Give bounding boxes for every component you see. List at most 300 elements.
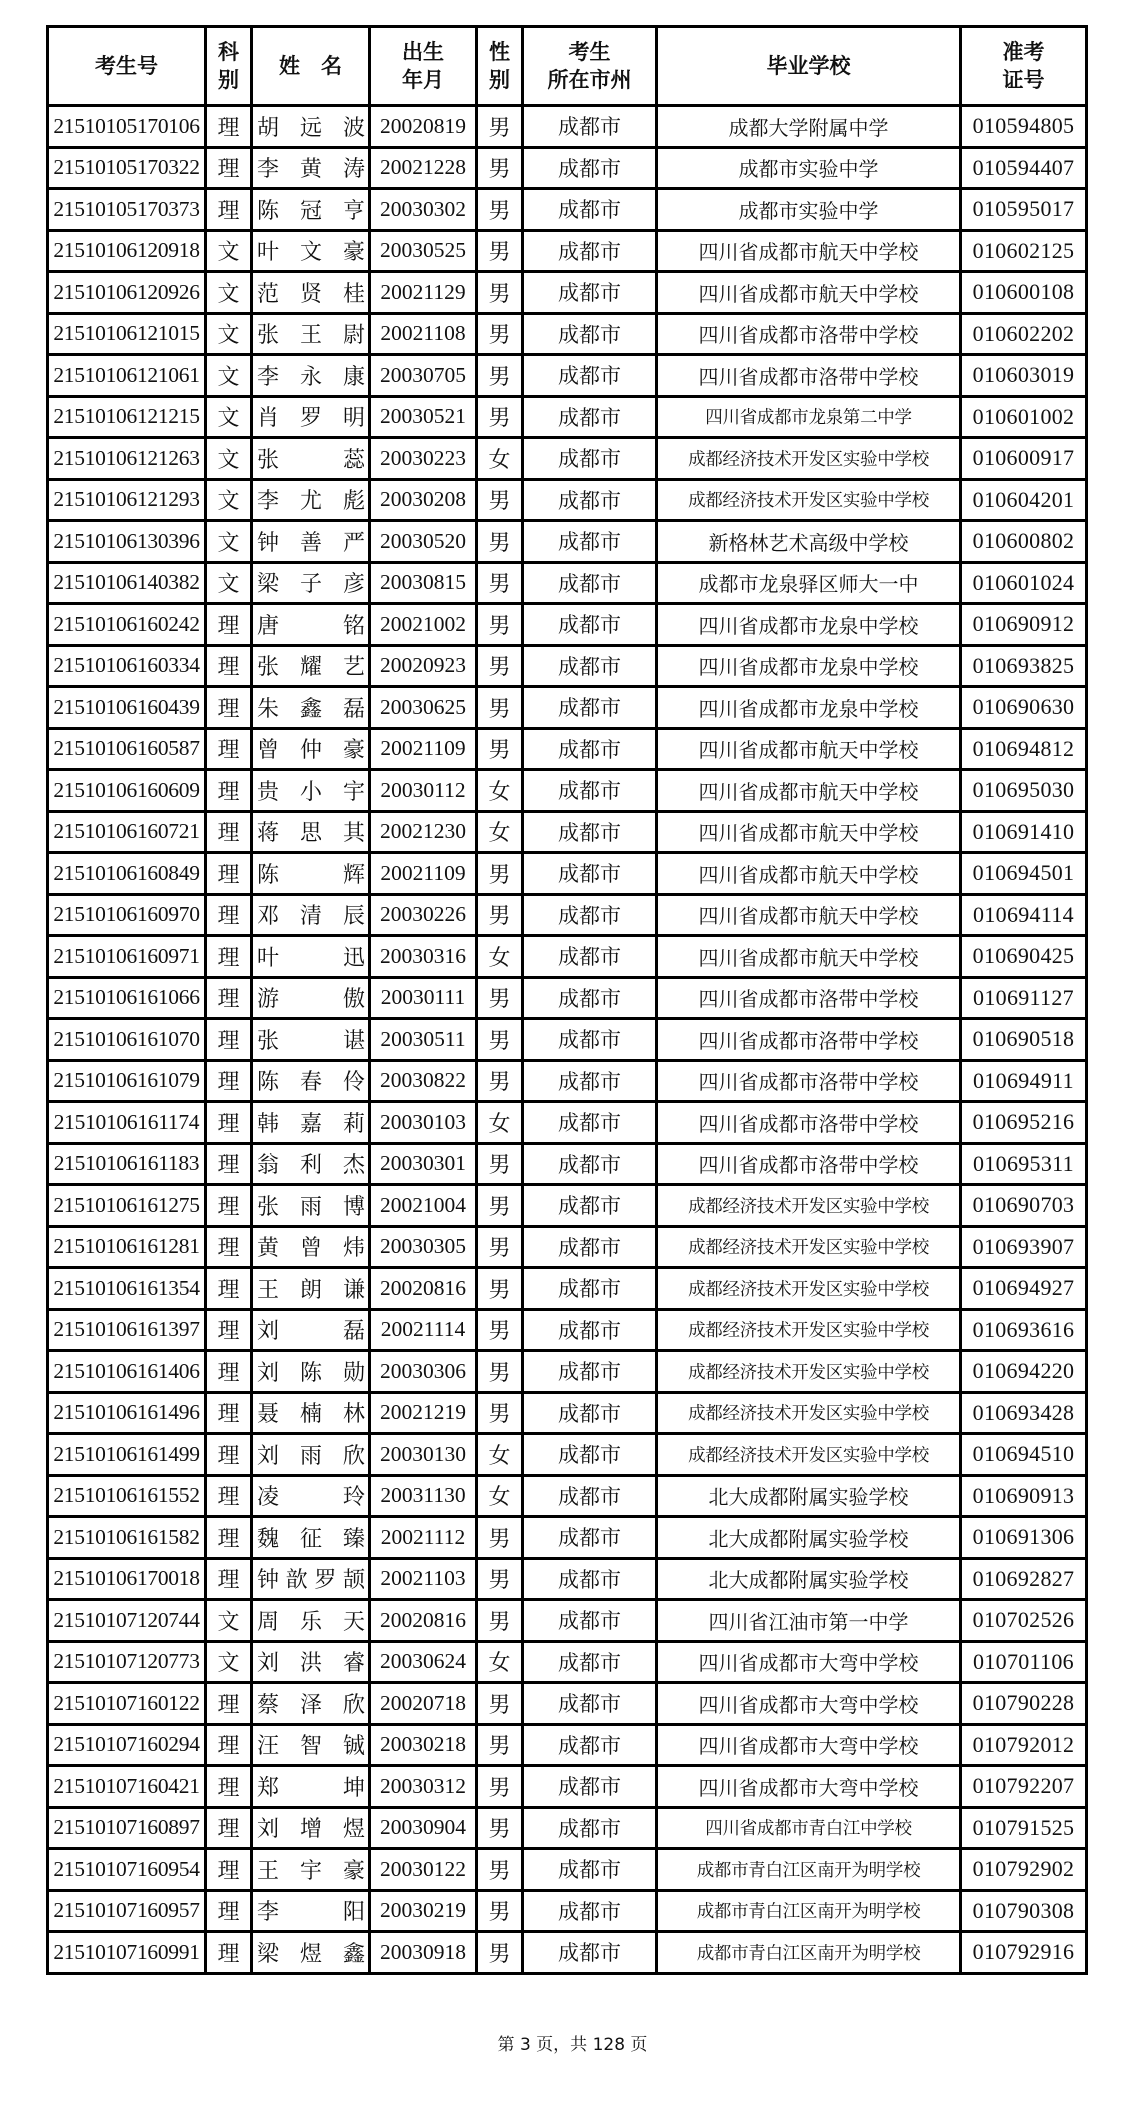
name-cell — [252, 687, 370, 729]
exam-number-cell: 21510106140382 — [48, 562, 206, 604]
name-characters — [253, 1646, 368, 1677]
exam-number-cell: 21510106120926 — [48, 272, 206, 314]
exam-number-cell: 21510107160991 — [48, 1932, 206, 1974]
name-char: 黄 — [299, 157, 322, 183]
exam-number-cell: 21510106160970 — [48, 894, 206, 936]
sex-cell: 男 — [477, 396, 523, 438]
name-cell — [252, 106, 370, 148]
exam-number-cell: 21510106160439 — [48, 687, 206, 729]
name-cell — [252, 1185, 370, 1227]
admission-ticket-cell: 010693428 — [961, 1392, 1087, 1434]
name-char: 傲 — [342, 987, 365, 1013]
exam-number-cell: 21510106160334 — [48, 645, 206, 687]
name-char: 翁 — [257, 1153, 280, 1179]
category-cell: 理 — [206, 1185, 252, 1227]
city-cell: 成都市 — [523, 1102, 657, 1144]
name-char: 谦 — [342, 1277, 365, 1303]
name-char: 唐 — [257, 613, 280, 639]
name-char: 仲 — [299, 738, 322, 764]
sex-cell: 男 — [477, 977, 523, 1019]
name-cell — [252, 977, 370, 1019]
city-cell: 成都市 — [523, 1060, 657, 1102]
exam-number-cell: 21510106170018 — [48, 1558, 206, 1600]
birth-date-cell: 20030918 — [370, 1932, 477, 1974]
birth-date-cell: 20020923 — [370, 645, 477, 687]
name-characters — [253, 941, 368, 972]
sex-cell: 男 — [477, 1019, 523, 1061]
name-char — [308, 941, 315, 972]
name-char: 智 — [299, 1734, 322, 1760]
school-cell: 四川省成都市航天中学校 — [657, 811, 961, 853]
school-cell: 成都经济技术开发区实验中学校 — [657, 1392, 961, 1434]
birth-date-cell: 20030521 — [370, 396, 477, 438]
sex-cell: 男 — [477, 894, 523, 936]
admission-ticket-cell: 010690630 — [961, 687, 1087, 729]
name-cell — [252, 645, 370, 687]
name-char: 林 — [342, 1402, 365, 1428]
name-char: 王 — [257, 1858, 280, 1884]
sex-cell: 男 — [477, 1517, 523, 1559]
name-characters — [253, 1190, 368, 1221]
city-cell: 成都市 — [523, 313, 657, 355]
school-cell: 四川省成都市洛带中学校 — [657, 977, 961, 1019]
school-cell: 成都经济技术开发区实验中学校 — [657, 479, 961, 521]
name-characters — [253, 235, 368, 266]
sex-cell: 男 — [477, 1724, 523, 1766]
name-cell — [252, 1392, 370, 1434]
name-char: 胡 — [257, 115, 280, 141]
admission-ticket-cell: 010690425 — [961, 936, 1087, 978]
category-cell: 文 — [206, 272, 252, 314]
city-cell: 成都市 — [523, 936, 657, 978]
birth-date-cell: 20021108 — [370, 313, 477, 355]
name-char: 贤 — [299, 281, 322, 307]
sex-cell: 男 — [477, 230, 523, 272]
admission-ticket-cell: 010694220 — [961, 1351, 1087, 1393]
name-char: 小 — [299, 779, 322, 805]
name-char: 刘 — [257, 1360, 280, 1386]
category-cell: 理 — [206, 1475, 252, 1517]
name-char: 凌 — [257, 1485, 280, 1511]
admission-ticket-cell: 010792207 — [961, 1766, 1087, 1808]
sex-cell: 男 — [477, 1890, 523, 1932]
name-char: 聂 — [257, 1402, 280, 1428]
admission-ticket-cell: 010792012 — [961, 1724, 1087, 1766]
category-cell: 理 — [206, 1849, 252, 1891]
name-cell — [252, 1849, 370, 1891]
name-characters — [253, 1397, 368, 1428]
sex-cell: 男 — [477, 272, 523, 314]
city-cell: 成都市 — [523, 977, 657, 1019]
admission-ticket-cell: 010694812 — [961, 728, 1087, 770]
name-char: 叶 — [257, 240, 280, 266]
category-cell: 理 — [206, 687, 252, 729]
sex-cell: 男 — [477, 147, 523, 189]
city-cell: 成都市 — [523, 604, 657, 646]
name-char: 铭 — [342, 613, 365, 639]
header-city: 考生 所在市州 — [523, 27, 657, 106]
name-char: 钟 — [257, 1568, 280, 1594]
name-char: 涛 — [342, 157, 365, 183]
admission-ticket-cell: 010790308 — [961, 1890, 1087, 1932]
name-char: 磊 — [342, 696, 365, 722]
header-category: 科 别 — [206, 27, 252, 106]
school-cell: 四川省成都市航天中学校 — [657, 728, 961, 770]
exam-number-cell: 21510105170373 — [48, 189, 206, 231]
table-row — [48, 313, 1087, 355]
school-cell: 成都市青白江区南开为明学校 — [657, 1890, 961, 1932]
exam-number-cell: 21510107160954 — [48, 1849, 206, 1891]
name-characters — [253, 733, 368, 764]
city-cell: 成都市 — [523, 770, 657, 812]
category-cell: 文 — [206, 230, 252, 272]
city-cell: 成都市 — [523, 1475, 657, 1517]
city-cell: 成都市 — [523, 1517, 657, 1559]
birth-date-cell: 20030520 — [370, 521, 477, 563]
admission-ticket-cell: 010691410 — [961, 811, 1087, 853]
name-char: 豪 — [342, 738, 365, 764]
table-row — [48, 811, 1087, 853]
name-char: 艺 — [342, 655, 365, 681]
exam-number-cell: 21510106121215 — [48, 396, 206, 438]
name-char: 韩 — [257, 1111, 280, 1137]
name-char — [308, 1314, 315, 1345]
birth-date-cell: 20021129 — [370, 272, 477, 314]
city-cell: 成都市 — [523, 1392, 657, 1434]
category-cell: 理 — [206, 106, 252, 148]
school-cell: 成都经济技术开发区实验中学校 — [657, 1226, 961, 1268]
table-row — [48, 147, 1087, 189]
birth-date-cell: 20030130 — [370, 1434, 477, 1476]
sex-cell: 男 — [477, 1392, 523, 1434]
name-char: 张 — [257, 1028, 280, 1054]
name-char: 波 — [342, 115, 365, 141]
school-cell: 成都市实验中学 — [657, 189, 961, 231]
name-char: 臻 — [342, 1526, 365, 1552]
name-char: 严 — [342, 530, 365, 556]
name-char: 邓 — [257, 904, 280, 930]
header-sex: 性 别 — [477, 27, 523, 106]
birth-date-cell: 20020819 — [370, 106, 477, 148]
name-char: 杰 — [342, 1153, 365, 1179]
birth-date-cell: 20021103 — [370, 1558, 477, 1600]
school-cell: 新格林艺术高级中学校 — [657, 521, 961, 563]
sex-cell: 女 — [477, 770, 523, 812]
birth-date-cell: 20030208 — [370, 479, 477, 521]
name-char: 李 — [257, 489, 280, 515]
name-characters — [253, 982, 368, 1013]
table-row — [48, 1517, 1087, 1559]
name-char: 蔡 — [257, 1692, 280, 1718]
sex-cell: 男 — [477, 355, 523, 397]
name-char: 雨 — [299, 1194, 322, 1220]
school-cell: 四川省成都市洛带中学校 — [657, 1019, 961, 1061]
sex-cell: 男 — [477, 1060, 523, 1102]
city-cell: 成都市 — [523, 811, 657, 853]
candidate-table — [46, 25, 1088, 1975]
exam-number-cell: 21510106121293 — [48, 479, 206, 521]
name-cell — [252, 1600, 370, 1642]
category-cell: 理 — [206, 147, 252, 189]
city-cell: 成都市 — [523, 1641, 657, 1683]
name-characters — [253, 567, 368, 598]
city-cell: 成都市 — [523, 1019, 657, 1061]
school-cell: 成都经济技术开发区实验中学校 — [657, 1434, 961, 1476]
name-cell — [252, 230, 370, 272]
sex-cell: 女 — [477, 1475, 523, 1517]
school-cell: 四川省成都市龙泉中学校 — [657, 645, 961, 687]
header-birth: 出生 年月 — [370, 27, 477, 106]
admission-ticket-cell: 010695311 — [961, 1143, 1087, 1185]
admission-ticket-cell: 010600802 — [961, 521, 1087, 563]
table-row — [48, 230, 1087, 272]
sex-cell: 男 — [477, 479, 523, 521]
city-cell: 成都市 — [523, 1268, 657, 1310]
birth-date-cell: 20030624 — [370, 1641, 477, 1683]
admission-ticket-cell: 010693825 — [961, 645, 1087, 687]
admission-ticket-cell: 010602125 — [961, 230, 1087, 272]
name-char: 欣 — [342, 1692, 365, 1718]
name-cell — [252, 1558, 370, 1600]
name-cell — [252, 1724, 370, 1766]
exam-number-cell: 21510107160294 — [48, 1724, 206, 1766]
exam-number-cell: 21510107160421 — [48, 1766, 206, 1808]
sex-cell: 男 — [477, 853, 523, 895]
category-cell: 文 — [206, 1600, 252, 1642]
table-row — [48, 1351, 1087, 1393]
name-char: 亨 — [342, 198, 365, 224]
category-cell: 理 — [206, 853, 252, 895]
name-characters — [253, 1107, 368, 1138]
sex-cell: 男 — [477, 313, 523, 355]
name-cell — [252, 189, 370, 231]
name-cell — [252, 562, 370, 604]
name-characters — [253, 816, 368, 847]
birth-date-cell: 20030815 — [370, 562, 477, 604]
category-cell: 文 — [206, 521, 252, 563]
name-char: 莉 — [342, 1111, 365, 1137]
table-row — [48, 1185, 1087, 1227]
name-char: 黄 — [257, 1236, 280, 1262]
name-char: 睿 — [342, 1651, 365, 1677]
birth-date-cell: 20030511 — [370, 1019, 477, 1061]
name-char: 宇 — [342, 779, 365, 805]
name-char: 辰 — [342, 904, 365, 930]
name-char: 勋 — [342, 1360, 365, 1386]
category-cell: 文 — [206, 438, 252, 480]
exam-number-cell: 21510107120773 — [48, 1641, 206, 1683]
school-cell: 成都经济技术开发区实验中学校 — [657, 1268, 961, 1310]
category-cell: 文 — [206, 396, 252, 438]
school-cell: 四川省成都市大弯中学校 — [657, 1641, 961, 1683]
table-row — [48, 1600, 1087, 1642]
name-char: 冠 — [299, 198, 322, 224]
admission-ticket-cell: 010690518 — [961, 1019, 1087, 1061]
name-characters — [253, 484, 368, 515]
name-cell — [252, 770, 370, 812]
table-row — [48, 562, 1087, 604]
school-cell: 四川省成都市航天中学校 — [657, 894, 961, 936]
name-char: 罗 — [314, 1568, 337, 1594]
name-char: 曾 — [257, 738, 280, 764]
city-cell: 成都市 — [523, 189, 657, 231]
exam-number-cell: 21510106121263 — [48, 438, 206, 480]
school-cell: 成都经济技术开发区实验中学校 — [657, 1185, 961, 1227]
school-cell: 四川省成都市洛带中学校 — [657, 355, 961, 397]
table-row — [48, 1849, 1087, 1891]
exam-number-cell: 21510106161499 — [48, 1434, 206, 1476]
table-header-row — [48, 27, 1087, 106]
name-characters — [253, 1522, 368, 1553]
birth-date-cell: 20021004 — [370, 1185, 477, 1227]
sex-cell: 男 — [477, 1226, 523, 1268]
name-char: 张 — [257, 323, 280, 349]
city-cell: 成都市 — [523, 853, 657, 895]
table-row — [48, 189, 1087, 231]
city-cell: 成都市 — [523, 1351, 657, 1393]
table-row — [48, 1226, 1087, 1268]
exam-number-cell: 21510106161552 — [48, 1475, 206, 1517]
name-char: 桂 — [342, 281, 365, 307]
name-characters — [253, 277, 368, 308]
city-cell: 成都市 — [523, 1849, 657, 1891]
header-school: 毕业学校 — [657, 27, 961, 106]
name-char: 张 — [257, 1194, 280, 1220]
category-cell: 理 — [206, 811, 252, 853]
category-cell: 理 — [206, 1060, 252, 1102]
school-cell: 成都大学附属中学 — [657, 106, 961, 148]
name-characters — [253, 443, 368, 474]
school-cell: 成都市青白江区南开为明学校 — [657, 1932, 961, 1974]
category-cell: 理 — [206, 645, 252, 687]
admission-ticket-cell: 010690913 — [961, 1475, 1087, 1517]
sex-cell: 女 — [477, 1102, 523, 1144]
name-char: 子 — [299, 572, 322, 598]
name-characters — [253, 1480, 368, 1511]
name-char: 李 — [257, 364, 280, 390]
city-cell: 成都市 — [523, 1600, 657, 1642]
name-char — [308, 609, 315, 640]
category-cell: 理 — [206, 604, 252, 646]
birth-date-cell: 20030103 — [370, 1102, 477, 1144]
table-row — [48, 1558, 1087, 1600]
admission-ticket-cell: 010594407 — [961, 147, 1087, 189]
exam-number-cell: 21510106160587 — [48, 728, 206, 770]
admission-ticket-cell: 010601024 — [961, 562, 1087, 604]
birth-date-cell: 20030305 — [370, 1226, 477, 1268]
sex-cell: 女 — [477, 1641, 523, 1683]
name-char: 尉 — [342, 323, 365, 349]
category-cell: 理 — [206, 977, 252, 1019]
table-row — [48, 438, 1087, 480]
table-row — [48, 521, 1087, 563]
name-char: 谌 — [342, 1028, 365, 1054]
table-row — [48, 272, 1087, 314]
name-cell — [252, 1351, 370, 1393]
name-char: 陈 — [257, 862, 280, 888]
name-char: 刘 — [257, 1319, 280, 1345]
birth-date-cell: 20021109 — [370, 853, 477, 895]
admission-ticket-cell: 010695030 — [961, 770, 1087, 812]
name-char: 豪 — [342, 240, 365, 266]
table-row — [48, 853, 1087, 895]
name-characters — [253, 152, 368, 183]
name-characters — [253, 1314, 368, 1345]
birth-date-cell: 20030218 — [370, 1724, 477, 1766]
name-char — [308, 858, 315, 889]
name-cell — [252, 1226, 370, 1268]
city-cell: 成都市 — [523, 479, 657, 521]
exam-number-cell: 21510106161397 — [48, 1309, 206, 1351]
city-cell: 成都市 — [523, 1932, 657, 1974]
admission-ticket-cell: 010694510 — [961, 1434, 1087, 1476]
category-cell: 理 — [206, 1268, 252, 1310]
exam-number-cell: 21510106120918 — [48, 230, 206, 272]
birth-date-cell: 20030705 — [370, 355, 477, 397]
name-characters — [253, 1563, 368, 1594]
exam-number-cell: 21510106161183 — [48, 1143, 206, 1185]
name-char: 郑 — [257, 1775, 280, 1801]
admission-ticket-cell: 010702526 — [961, 1600, 1087, 1642]
table-row — [48, 1724, 1087, 1766]
city-cell: 成都市 — [523, 1434, 657, 1476]
exam-number-cell: 21510106161281 — [48, 1226, 206, 1268]
exam-number-cell: 21510105170322 — [48, 147, 206, 189]
exam-number-cell: 21510107160897 — [48, 1807, 206, 1849]
name-char: 远 — [299, 115, 322, 141]
admission-ticket-cell: 010600917 — [961, 438, 1087, 480]
category-cell: 理 — [206, 1143, 252, 1185]
name-char: 周 — [257, 1609, 280, 1635]
school-cell: 成都经济技术开发区实验中学校 — [657, 1309, 961, 1351]
category-cell: 理 — [206, 1558, 252, 1600]
school-cell: 成都经济技术开发区实验中学校 — [657, 1351, 961, 1393]
name-char: 梁 — [257, 572, 280, 598]
birth-date-cell: 20030223 — [370, 438, 477, 480]
school-cell: 四川省成都市航天中学校 — [657, 770, 961, 812]
admission-ticket-cell: 010601002 — [961, 396, 1087, 438]
category-cell: 文 — [206, 313, 252, 355]
name-characters — [253, 899, 368, 930]
name-char: 博 — [342, 1194, 365, 1220]
table-row — [48, 396, 1087, 438]
sex-cell: 男 — [477, 1849, 523, 1891]
city-cell: 成都市 — [523, 1226, 657, 1268]
name-char: 征 — [299, 1526, 322, 1552]
name-characters — [253, 111, 368, 142]
candidate-list-page — [46, 25, 1088, 1975]
name-cell — [252, 1019, 370, 1061]
school-cell: 北大成都附属实验学校 — [657, 1517, 961, 1559]
name-cell — [252, 1268, 370, 1310]
name-char: 煜 — [299, 1941, 322, 1967]
exam-number-cell: 21510106160242 — [48, 604, 206, 646]
name-char: 朱 — [257, 696, 280, 722]
city-cell: 成都市 — [523, 1766, 657, 1808]
name-char: 鑫 — [299, 696, 322, 722]
table-row — [48, 770, 1087, 812]
table-row — [48, 1475, 1087, 1517]
sex-cell: 男 — [477, 1185, 523, 1227]
table-row — [48, 1102, 1087, 1144]
name-char: 永 — [299, 364, 322, 390]
name-char: 歆 — [285, 1568, 308, 1594]
name-char: 王 — [299, 323, 322, 349]
table-row — [48, 1019, 1087, 1061]
sex-cell: 男 — [477, 645, 523, 687]
sex-cell: 男 — [477, 521, 523, 563]
name-char: 彦 — [342, 572, 365, 598]
